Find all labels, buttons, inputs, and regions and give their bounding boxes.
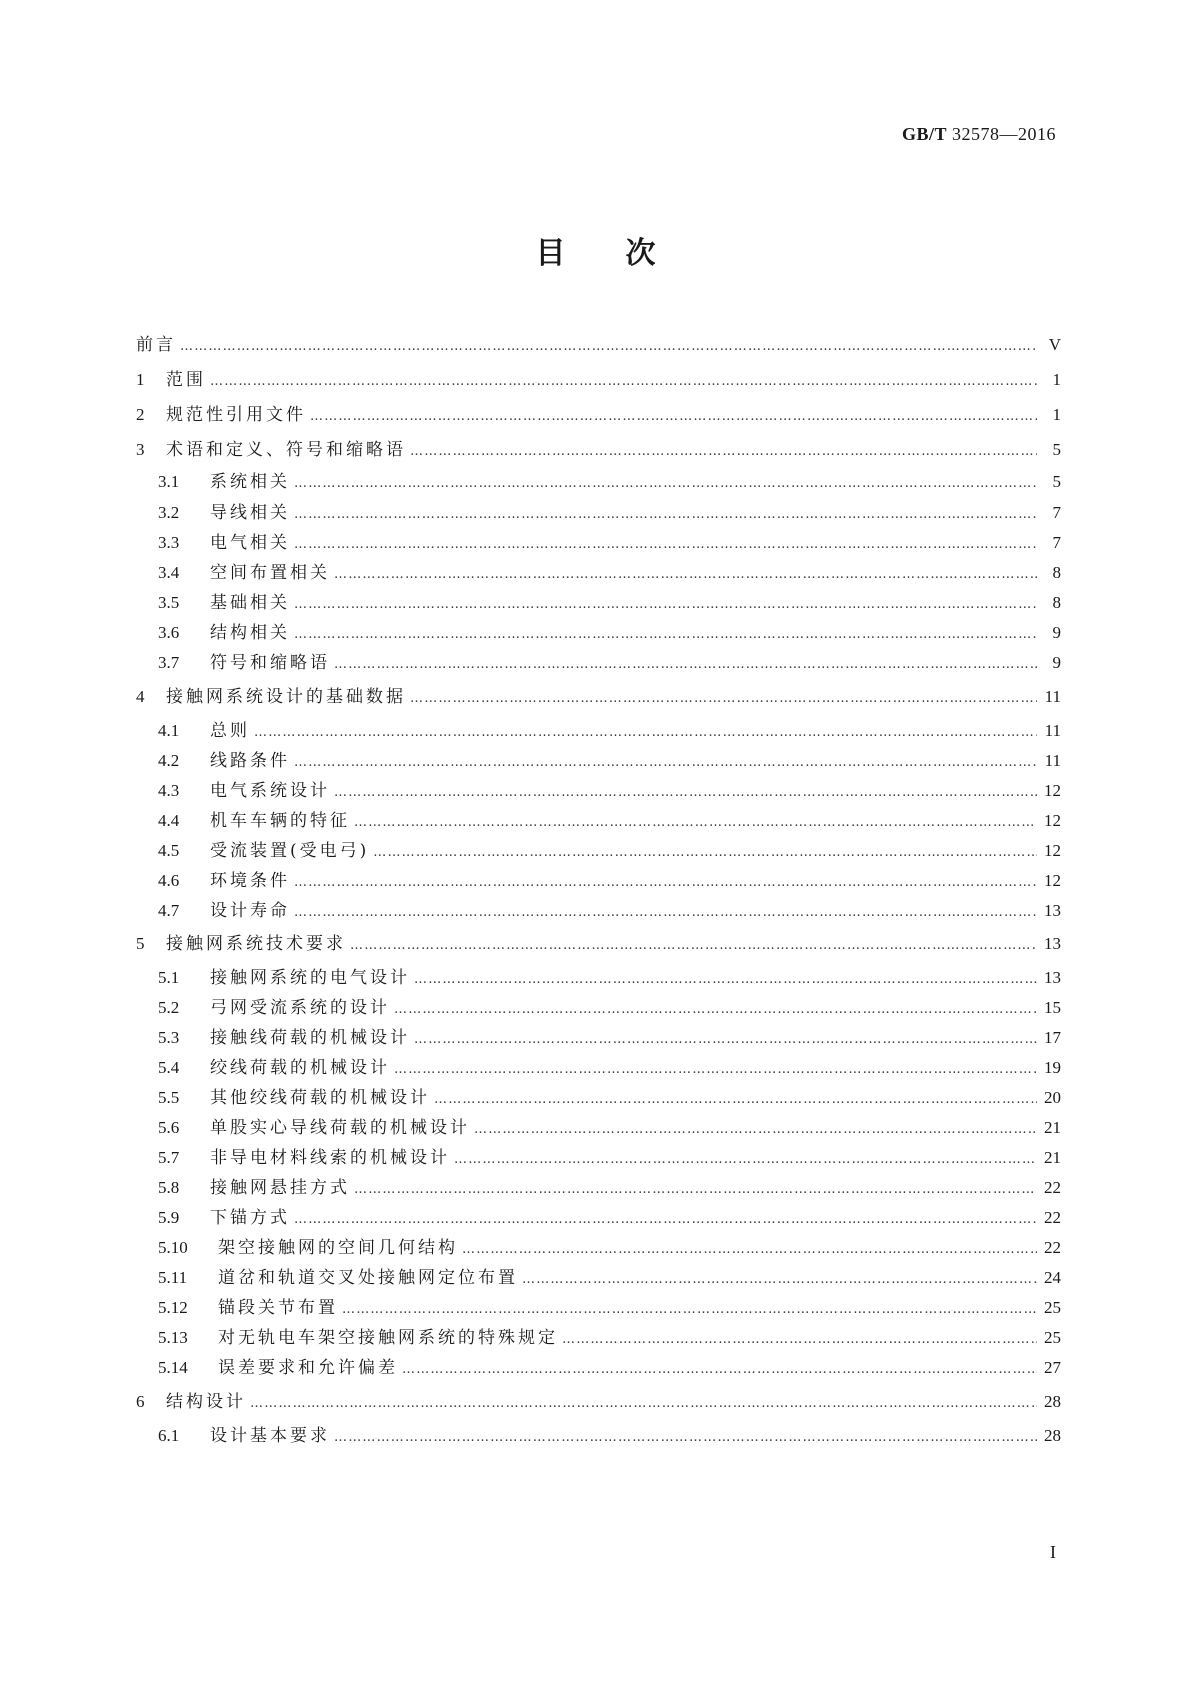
toc-entry[interactable] bbox=[136, 369, 1061, 393]
toc-entry[interactable] bbox=[136, 1357, 1061, 1381]
toc-entry[interactable] bbox=[136, 334, 1061, 358]
toc-leader-dots bbox=[414, 969, 1037, 991]
toc-entry-page: 22 bbox=[1044, 1178, 1061, 1197]
toc-entry-page: 28 bbox=[1044, 1426, 1061, 1445]
toc-leader-dots bbox=[394, 1059, 1037, 1081]
toc-leader-dots bbox=[414, 1029, 1037, 1051]
toc-entry-number: 3.2 bbox=[158, 503, 180, 522]
toc-entry-label: 结构相关 bbox=[210, 623, 290, 643]
toc-entry[interactable] bbox=[136, 1267, 1061, 1291]
toc-entry-number: 5.4 bbox=[158, 1058, 180, 1077]
toc-entry[interactable] bbox=[136, 1237, 1061, 1261]
toc-entry-page: 1 bbox=[1052, 370, 1061, 389]
toc-leader-dots bbox=[180, 336, 1037, 358]
toc-entry-number: 3.3 bbox=[158, 533, 180, 552]
toc-entry-label: 接触网系统设计的基础数据 bbox=[166, 687, 406, 707]
toc-entry-page: 12 bbox=[1044, 811, 1061, 830]
toc-entry-page: V bbox=[1048, 335, 1061, 354]
toc-entry-label: 范围 bbox=[166, 370, 206, 390]
toc-entry-page: 8 bbox=[1052, 593, 1061, 612]
toc-entry-page: 12 bbox=[1044, 871, 1061, 890]
toc-entry-label: 接触网系统的电气设计 bbox=[210, 968, 410, 988]
toc-entry-number: 5.9 bbox=[158, 1208, 180, 1227]
toc-entry-number: 5.2 bbox=[158, 998, 180, 1017]
toc-entry[interactable] bbox=[136, 404, 1061, 428]
toc-entry-page: 13 bbox=[1044, 901, 1061, 920]
toc-leader-dots bbox=[294, 594, 1037, 616]
toc-entry-label: 下锚方式 bbox=[210, 1208, 290, 1228]
toc-leader-dots bbox=[354, 812, 1037, 834]
toc-entry-number: 5.5 bbox=[158, 1088, 180, 1107]
toc-entry-number: 3 bbox=[136, 440, 145, 459]
toc-leader-dots bbox=[410, 688, 1037, 710]
toc-entry-label: 绞线荷载的机械设计 bbox=[210, 1058, 390, 1078]
toc-entry-number: 5.8 bbox=[158, 1178, 180, 1197]
toc-entry-page: 25 bbox=[1044, 1328, 1061, 1347]
toc-entry-page: 8 bbox=[1052, 563, 1061, 582]
toc-entry-label: 线路条件 bbox=[210, 751, 290, 771]
toc-entry-number: 3.1 bbox=[158, 472, 180, 491]
toc-entry-number: 4.5 bbox=[158, 841, 180, 860]
toc-entry-label: 误差要求和允许偏差 bbox=[218, 1358, 398, 1378]
toc-entry[interactable] bbox=[136, 652, 1061, 676]
toc-entry-label: 机车车辆的特征 bbox=[210, 811, 350, 831]
toc-leader-dots bbox=[254, 722, 1037, 744]
toc-leader-dots bbox=[454, 1149, 1037, 1171]
toc-entry[interactable] bbox=[136, 562, 1061, 586]
toc-entry-label: 道岔和轨道交叉处接触网定位布置 bbox=[218, 1268, 518, 1288]
toc-leader-dots bbox=[562, 1329, 1037, 1351]
toc-entry[interactable] bbox=[136, 810, 1061, 834]
toc-leader-dots bbox=[334, 654, 1037, 676]
toc-entry-number: 4 bbox=[136, 687, 145, 706]
toc-entry-page: 21 bbox=[1044, 1118, 1061, 1137]
toc-entry[interactable] bbox=[136, 1147, 1061, 1171]
toc-entry-page: 19 bbox=[1044, 1058, 1061, 1077]
toc-leader-dots bbox=[350, 935, 1037, 957]
toc-entry[interactable] bbox=[136, 1207, 1061, 1231]
toc-entry[interactable] bbox=[136, 471, 1061, 495]
toc-entry[interactable] bbox=[136, 686, 1061, 710]
toc-entry-page: 13 bbox=[1044, 968, 1061, 987]
toc-entry-number: 3.5 bbox=[158, 593, 180, 612]
toc-entry[interactable] bbox=[136, 1177, 1061, 1201]
toc-leader-dots bbox=[294, 872, 1037, 894]
toc-entry-number: 3.4 bbox=[158, 563, 180, 582]
toc-entry[interactable] bbox=[136, 840, 1061, 864]
toc-entry-page: 15 bbox=[1044, 998, 1061, 1017]
toc-entry-label: 导线相关 bbox=[210, 503, 290, 523]
toc-entry-number: 4.4 bbox=[158, 811, 180, 830]
toc-entry-page: 22 bbox=[1044, 1238, 1061, 1257]
toc-entry-page: 7 bbox=[1052, 533, 1061, 552]
toc-entry[interactable] bbox=[136, 1425, 1061, 1449]
toc-leader-dots bbox=[462, 1239, 1037, 1261]
toc-entry-label: 接触网悬挂方式 bbox=[210, 1178, 350, 1198]
toc-entry[interactable] bbox=[136, 967, 1061, 991]
toc-entry[interactable] bbox=[136, 592, 1061, 616]
toc-entry-label: 系统相关 bbox=[210, 472, 290, 492]
standard-number: 32578—2016 bbox=[952, 124, 1056, 144]
toc-entry-number: 3.7 bbox=[158, 653, 180, 672]
toc-entry-number: 5 bbox=[136, 934, 145, 953]
toc-entry[interactable] bbox=[136, 1327, 1061, 1351]
toc-entry-page: 1 bbox=[1052, 405, 1061, 424]
toc-entry[interactable] bbox=[136, 502, 1061, 526]
toc-entry-label: 单股实心导线荷载的机械设计 bbox=[210, 1118, 470, 1138]
standard-prefix: GB/T bbox=[901, 124, 947, 144]
toc-entry-page: 24 bbox=[1044, 1268, 1061, 1287]
toc-entry-number: 5.7 bbox=[158, 1148, 180, 1167]
toc-leader-dots bbox=[294, 504, 1037, 526]
page-number: I bbox=[1050, 1542, 1056, 1562]
toc-entry[interactable] bbox=[136, 997, 1061, 1021]
toc-entry[interactable] bbox=[136, 439, 1061, 463]
toc-leader-dots bbox=[250, 1393, 1037, 1415]
toc-entry-number: 5.1 bbox=[158, 968, 180, 987]
toc-entry-label: 受流装置(受电弓) bbox=[210, 841, 370, 861]
toc-entry-number: 6 bbox=[136, 1392, 145, 1411]
toc-entry[interactable] bbox=[136, 1027, 1061, 1051]
toc-entry-number: 5.12 bbox=[158, 1298, 188, 1317]
toc-entry-label: 电气系统设计 bbox=[210, 781, 330, 801]
toc-leader-dots bbox=[474, 1119, 1037, 1141]
toc-entry[interactable] bbox=[136, 1117, 1061, 1141]
toc-entry-number: 4.3 bbox=[158, 781, 180, 800]
toc-entry-number: 1 bbox=[136, 370, 145, 389]
toc-leader-dots bbox=[310, 406, 1037, 428]
toc-entry-number: 2 bbox=[136, 405, 145, 424]
toc-leader-dots bbox=[434, 1089, 1037, 1111]
toc-entry-number: 5.6 bbox=[158, 1118, 180, 1137]
toc-entry-label: 接触线荷载的机械设计 bbox=[210, 1028, 410, 1048]
toc-entry-label: 规范性引用文件 bbox=[166, 405, 306, 425]
toc-entry-number: 5.11 bbox=[158, 1268, 188, 1287]
toc-entry-page: 17 bbox=[1044, 1028, 1061, 1047]
toc-entry-page: 11 bbox=[1044, 751, 1061, 770]
toc-entry-label: 电气相关 bbox=[210, 533, 290, 553]
toc-entry-label: 设计基本要求 bbox=[210, 1426, 330, 1446]
toc-entry-page: 13 bbox=[1044, 934, 1061, 953]
toc-entry-page: 22 bbox=[1044, 1208, 1061, 1227]
toc-leader-dots bbox=[294, 473, 1037, 495]
toc-entry-page: 20 bbox=[1044, 1088, 1061, 1107]
toc-entry-label: 符号和缩略语 bbox=[210, 653, 330, 673]
standard-code bbox=[902, 124, 1056, 145]
toc-entry-page: 11 bbox=[1044, 721, 1061, 740]
toc-leader-dots bbox=[294, 902, 1037, 924]
toc-entry-page: 28 bbox=[1044, 1392, 1061, 1411]
toc-entry-number: 5.3 bbox=[158, 1028, 180, 1047]
toc-entry-number: 5.13 bbox=[158, 1328, 188, 1347]
toc-entry-label: 对无轨电车架空接触网系统的特殊规定 bbox=[218, 1328, 558, 1348]
toc-entry-number: 3.6 bbox=[158, 623, 180, 642]
toc-leader-dots bbox=[334, 782, 1037, 804]
toc-entry-page: 21 bbox=[1044, 1148, 1061, 1167]
toc-entry-label: 设计寿命 bbox=[210, 901, 290, 921]
page-title: 目次 bbox=[535, 236, 716, 271]
toc-leader-dots bbox=[394, 999, 1037, 1021]
toc-entry[interactable] bbox=[136, 780, 1061, 804]
toc-leader-dots bbox=[522, 1269, 1037, 1291]
toc-entry-page: 7 bbox=[1052, 503, 1061, 522]
toc-entry-label: 基础相关 bbox=[210, 593, 290, 613]
toc-entry[interactable] bbox=[136, 1057, 1061, 1081]
toc-entry-page: 5 bbox=[1052, 472, 1061, 491]
toc-entry-number: 4.2 bbox=[158, 751, 180, 770]
toc-leader-dots bbox=[334, 564, 1037, 586]
toc-entry[interactable] bbox=[136, 1087, 1061, 1111]
toc-leader-dots bbox=[294, 624, 1037, 646]
toc-entry-page: 5 bbox=[1052, 440, 1061, 459]
toc-entry-page: 12 bbox=[1044, 841, 1061, 860]
toc-leader-dots bbox=[373, 842, 1037, 864]
toc-entry[interactable] bbox=[136, 720, 1061, 744]
toc-entry-label: 环境条件 bbox=[210, 871, 290, 891]
toc-leader-dots bbox=[402, 1359, 1037, 1381]
toc-leader-dots bbox=[294, 752, 1037, 774]
toc-entry-label: 非导电材料线索的机械设计 bbox=[210, 1148, 450, 1168]
toc-entry-number: 5.14 bbox=[158, 1358, 188, 1377]
toc-entry-number: 4.7 bbox=[158, 901, 180, 920]
toc-entry-page: 27 bbox=[1044, 1358, 1061, 1377]
toc-entry-label: 其他绞线荷载的机械设计 bbox=[210, 1088, 430, 1108]
toc-leader-dots bbox=[342, 1299, 1037, 1321]
toc-entry-label: 术语和定义、符号和缩略语 bbox=[166, 440, 406, 460]
toc-entry-label: 弓网受流系统的设计 bbox=[210, 998, 390, 1018]
toc-entry[interactable] bbox=[136, 1391, 1061, 1415]
toc-entry[interactable] bbox=[136, 622, 1061, 646]
toc-entry-number: 6.1 bbox=[158, 1426, 180, 1445]
toc-entry-label: 总则 bbox=[210, 721, 250, 741]
toc-entry-page: 11 bbox=[1044, 687, 1061, 706]
toc-entry-number: 4.6 bbox=[158, 871, 180, 890]
toc-leader-dots bbox=[410, 441, 1037, 463]
toc-entry[interactable] bbox=[136, 870, 1061, 894]
toc-leader-dots bbox=[334, 1427, 1037, 1449]
toc-entry-label: 结构设计 bbox=[166, 1392, 246, 1412]
toc-leader-dots bbox=[294, 1209, 1037, 1231]
toc-entry[interactable] bbox=[136, 933, 1061, 957]
toc-entry-label: 锚段关节布置 bbox=[218, 1298, 338, 1318]
toc-entry[interactable] bbox=[136, 750, 1061, 774]
toc-entry-number: 4.1 bbox=[158, 721, 180, 740]
toc-entry-label: 前言 bbox=[136, 335, 176, 355]
toc-leader-dots bbox=[354, 1179, 1037, 1201]
toc-entry[interactable] bbox=[136, 1297, 1061, 1321]
toc-entry-label: 架空接触网的空间几何结构 bbox=[218, 1238, 458, 1258]
toc-entry-label: 空间布置相关 bbox=[210, 563, 330, 583]
toc-leader-dots bbox=[210, 371, 1037, 393]
toc-entry-page: 12 bbox=[1044, 781, 1061, 800]
toc-leader-dots bbox=[294, 534, 1037, 556]
toc-entry[interactable] bbox=[136, 900, 1061, 924]
toc-entry-label: 接触网系统技术要求 bbox=[166, 934, 346, 954]
toc-entry-page: 9 bbox=[1052, 653, 1061, 672]
toc-entry[interactable] bbox=[136, 532, 1061, 556]
toc-entry-page: 25 bbox=[1044, 1298, 1061, 1317]
toc-entry-number: 5.10 bbox=[158, 1238, 188, 1257]
toc-entry-page: 9 bbox=[1052, 623, 1061, 642]
